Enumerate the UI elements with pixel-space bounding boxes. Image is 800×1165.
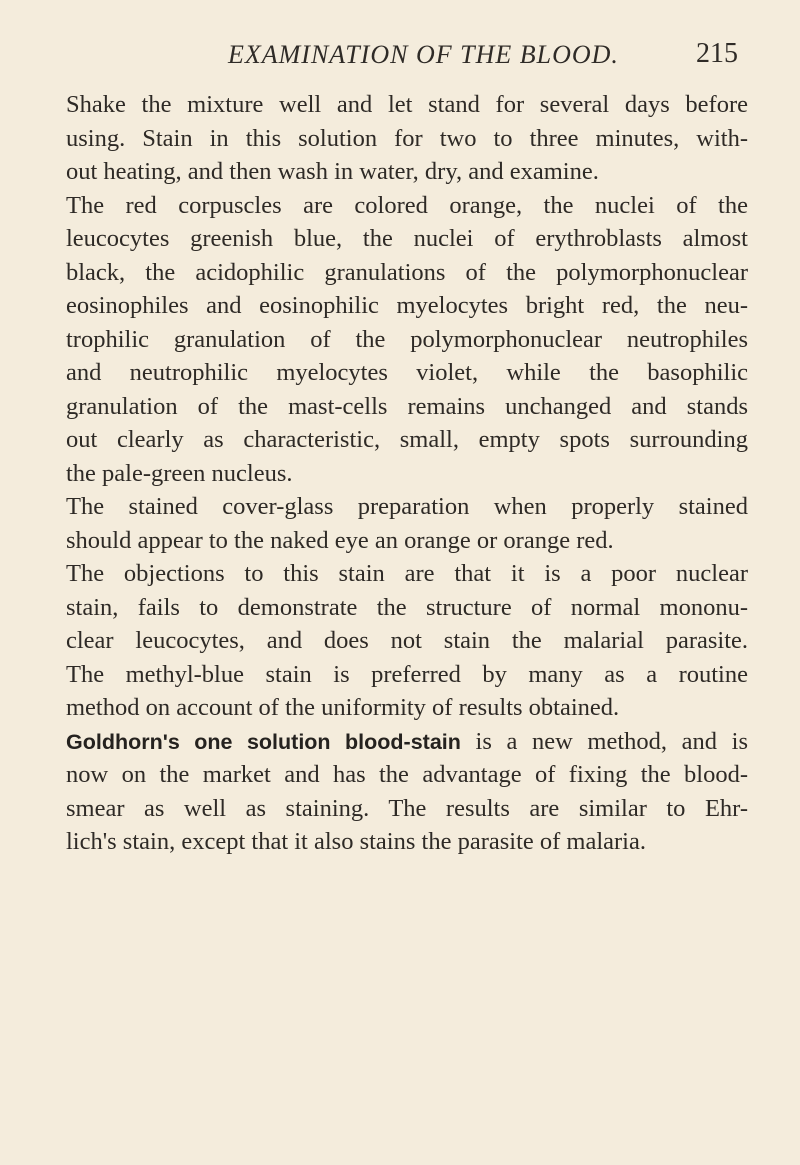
text-line: The objections to this stain are that it is a poor nuclear [66, 560, 748, 587]
page-number: 215 [696, 38, 738, 69]
text-line: leucocytes greenish blue, the nuclei of erythroblasts almost [66, 225, 748, 252]
text-line: trophilic granulation of the polymorphonuclear neutrophiles [66, 325, 748, 353]
text-line: smear as well as staining. The results are similar to Ehr- [66, 794, 748, 822]
text-line: eosinophiles and eosinophilic myelocytes bright red, the neu- [66, 292, 748, 319]
text-line: out heating, and then wash in water, dry, and examine. [66, 158, 599, 185]
text-line: The methyl-blue stain is preferred by many as a routine [66, 660, 748, 688]
text-line: lich's stain, except that it also stains the parasite of malaria. [66, 828, 646, 855]
goldhorn-heading: Goldhorn's one solution blood-stain [66, 729, 461, 754]
body-text [66, 88, 748, 859]
text-line: method on account of the uniformity of results obtained. [66, 694, 620, 721]
running-head: EXAMINATION OF THE BLOOD. [228, 40, 619, 69]
text-line: and neutrophilic myelocytes violet, while the basophilic [66, 359, 748, 386]
text-line: clear leucocytes, and does not stain the malarial parasite. [66, 627, 748, 654]
text-line: should appear to the naked eye an orange or orange red. [66, 526, 614, 554]
text-line: out clearly as characteristic, small, empty spots surrounding [66, 426, 748, 453]
text-line: black, the acidophilic granulations of the polymorphonuclear [66, 258, 748, 286]
goldhorn-rest: is a new method, and is [460, 727, 748, 755]
text-line: the pale-green nucleus. [66, 459, 293, 487]
text-line: now on the market and has the advantage of fixing the blood- [66, 761, 748, 788]
text-line: stain, fails to demonstrate the structure of normal mononu- [66, 593, 748, 621]
text-line: granulation of the mast-cells remains unchanged and stands [66, 392, 748, 420]
goldhorn-line [66, 725, 748, 759]
text-line: The red corpuscles are colored orange, the nuclei of the [66, 191, 748, 219]
text-line: Shake the mixture well and let stand for several days before [66, 91, 748, 118]
text-line: using. Stain in this solution for two to three minutes, with- [66, 124, 748, 152]
text-line: The stained cover-glass preparation when properly stained [66, 493, 748, 520]
